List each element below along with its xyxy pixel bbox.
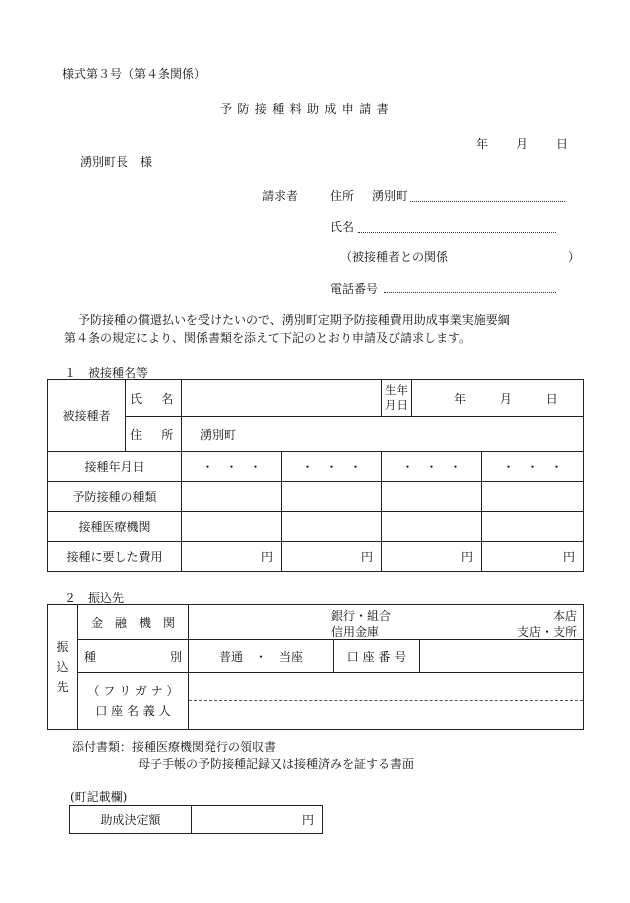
holder-label: （ フ リ ガ ナ ） 口 座 名 義 人 — [78, 673, 189, 730]
person-name-cell[interactable] — [182, 380, 382, 417]
date-cell-4[interactable]: ・ ・ ・ — [482, 452, 584, 482]
type-cell-3[interactable] — [382, 482, 482, 512]
date-cell-3[interactable]: ・ ・ ・ — [382, 452, 482, 482]
bank-type-2: 信用金庫 — [331, 625, 380, 639]
type-row-label: 予防接種の種類 — [48, 482, 182, 512]
section1-heading: １ 被接種名等 — [64, 366, 149, 380]
date-cell-1[interactable]: ・ ・ ・ — [182, 452, 282, 482]
type-cell-1[interactable] — [182, 482, 282, 512]
phone-field[interactable] — [384, 292, 556, 293]
holder-field[interactable] — [189, 701, 583, 729]
relation-label: （被接種者との関係 — [340, 250, 449, 264]
address-col-label: 住 所 — [126, 417, 182, 452]
account-number-cell[interactable] — [420, 640, 584, 673]
date-month-label: 月 — [516, 137, 529, 151]
name-label: 氏名 — [330, 220, 355, 234]
office-table — [69, 805, 323, 834]
date-row-label: 接種年月日 — [48, 452, 182, 482]
address-field[interactable] — [410, 201, 565, 202]
person-label: 被接種者 — [48, 380, 126, 452]
branch-1: 本店 — [553, 609, 578, 623]
facility-cell-3[interactable] — [382, 512, 482, 542]
attachments-label: 添付書類：接種医療機関発行の領収書 — [72, 740, 277, 754]
facility-cell-2[interactable] — [282, 512, 382, 542]
amount-cell[interactable]: 円 — [192, 806, 323, 834]
date-year-label: 年 — [476, 137, 489, 151]
branch-2: 支店・支所 — [517, 625, 578, 639]
phone-label: 電話番号 — [330, 282, 379, 296]
name-field[interactable] — [358, 232, 556, 233]
furigana-field[interactable] — [189, 673, 583, 701]
form-number: 様式第３号（第４条関係） — [62, 67, 207, 81]
person-address-cell[interactable]: 湧別町 — [182, 417, 584, 452]
bank-cell[interactable] — [189, 605, 584, 640]
date-day-label: 日 — [556, 137, 569, 151]
address-value: 湧別町 — [372, 189, 409, 203]
cost-cell-3[interactable]: 円 — [382, 542, 482, 572]
address-label: 住所 — [330, 189, 355, 203]
body-text-2: 第４条の規定により、関係書類を添えて下記のとおり申請及び請求します。 — [64, 331, 472, 345]
page-title: 予防接種料助成申請書 — [220, 102, 395, 116]
account-holder-cell[interactable] — [189, 673, 584, 730]
name-col-label: 氏 名 — [126, 380, 182, 417]
bank-label: 金 融 機 関 — [78, 605, 189, 640]
type-cell-2[interactable] — [282, 482, 382, 512]
body-text-1: 予防接種の償還払いを受けたいので、湧別町定期予防接種費用助成事業実施要綱 — [78, 313, 510, 327]
cost-cell-2[interactable]: 円 — [282, 542, 382, 572]
applicant-label: 請求者 — [262, 189, 299, 203]
facility-cell-1[interactable] — [182, 512, 282, 542]
birth-label: 生年 月日 — [382, 380, 412, 417]
vaccination-table — [47, 379, 584, 572]
transfer-side-label: 振 込 先 — [48, 605, 78, 730]
facility-cell-4[interactable] — [482, 512, 584, 542]
relation-close: ） — [568, 250, 581, 264]
cost-cell-4[interactable]: 円 — [482, 542, 584, 572]
addressee: 湧別町長 様 — [80, 155, 153, 169]
cost-cell-1[interactable]: 円 — [182, 542, 282, 572]
facility-row-label: 接種医療機関 — [48, 512, 182, 542]
section2-heading: ２ 振込先 — [64, 591, 125, 605]
bank-type-1: 銀行・組合 — [331, 609, 392, 623]
cost-row-label: 接種に要した費用 — [48, 542, 182, 572]
attachments-line2: 母子手帳の予防接種記録又は接種済みを証する書面 — [138, 757, 415, 771]
birth-date-cell[interactable]: 年 月 日 — [412, 380, 584, 417]
transfer-table — [47, 604, 584, 730]
account-kind-value[interactable]: 普通 ・ 当座 — [189, 640, 334, 673]
account-number-label: 口 座 番 号 — [334, 640, 420, 673]
date-cell-2[interactable]: ・ ・ ・ — [282, 452, 382, 482]
amount-label: 助成決定額 — [70, 806, 192, 834]
type-cell-4[interactable] — [482, 482, 584, 512]
office-heading: (町記載欄) — [70, 790, 128, 804]
kind-label: 種 別 — [78, 640, 189, 673]
